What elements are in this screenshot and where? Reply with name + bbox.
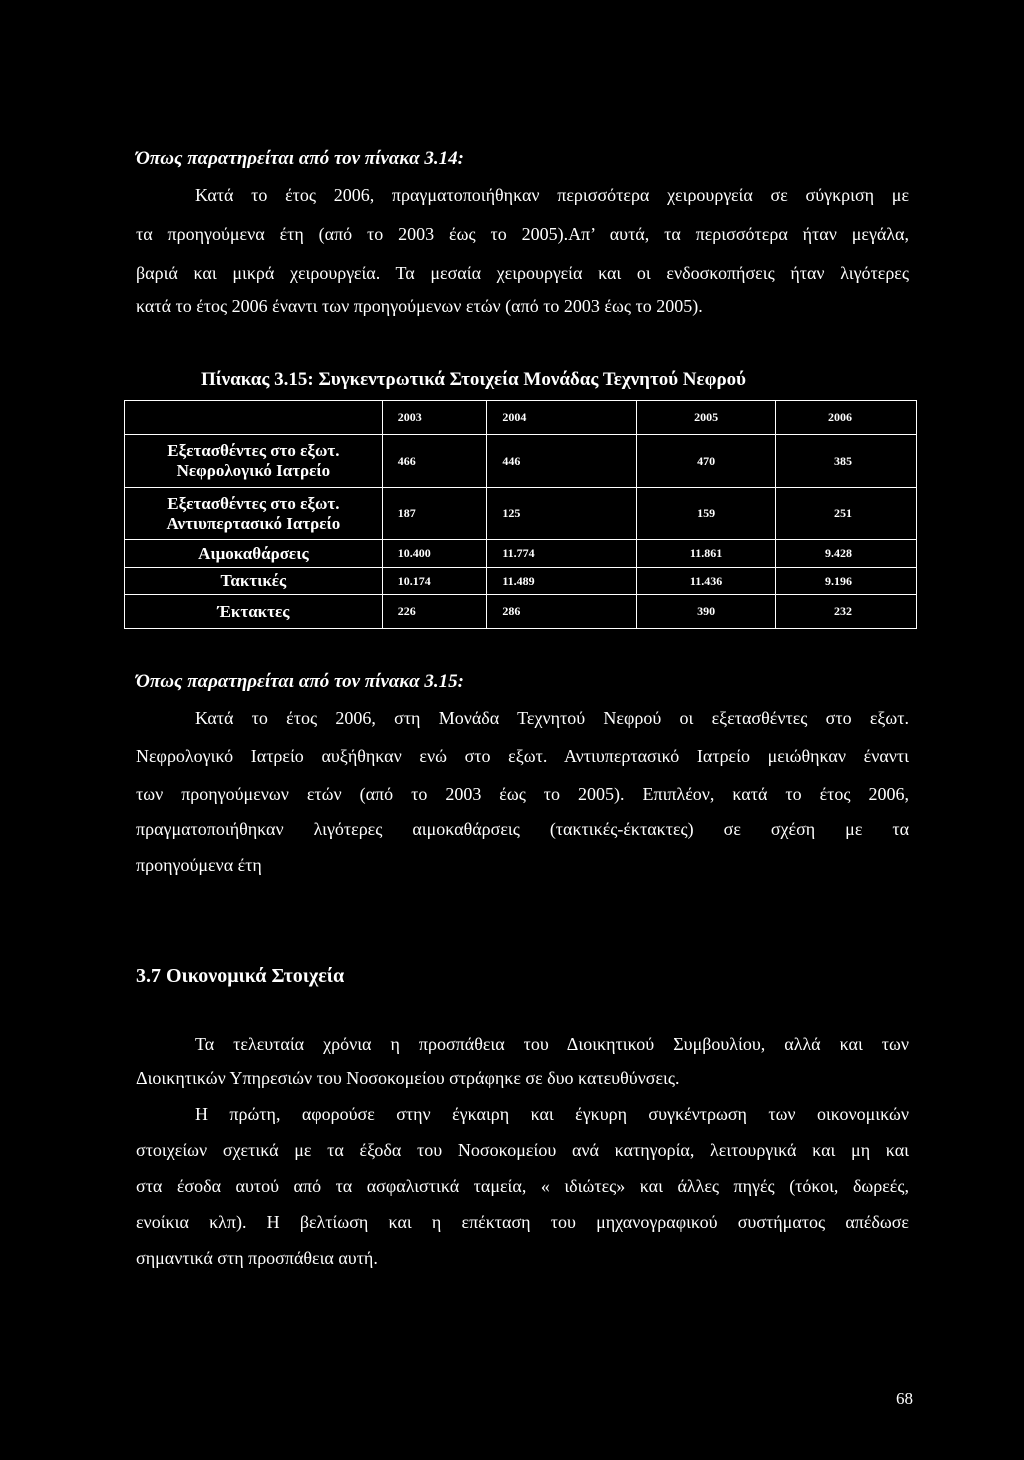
table-cell: 226 bbox=[382, 595, 487, 629]
section2-line: πραγματοποιήθηκαν λιγότερες αιμοκαθάρσεις (τακτικές-έκτακτες) σε σχέση με τα bbox=[136, 819, 909, 839]
data-table bbox=[124, 400, 917, 629]
section2-heading: Όπως παρατηρείται από τον πίνακα 3.15: bbox=[136, 671, 464, 692]
table-cell: 9.428 bbox=[775, 540, 916, 568]
column-header: 2006 bbox=[775, 401, 916, 435]
section2-line: Κατά το έτος 2006, στη Μονάδα Τεχνητού Νεφρού οι εξετασθέντες στο εξωτ. bbox=[195, 708, 909, 728]
row-label-line: Εξετασθέντες στο εξωτ. bbox=[167, 493, 340, 513]
row-label: Τακτικές bbox=[125, 568, 383, 595]
table-cell: 251 bbox=[775, 488, 916, 540]
table-cell: 10.174 bbox=[382, 568, 487, 595]
section3-line: ενοίκια κλπ). Η βελτίωση και η επέκταση του μηχανογραφικού συστήματος απέδωσε bbox=[136, 1212, 909, 1232]
row-label bbox=[125, 488, 383, 540]
table-cell: 187 bbox=[382, 488, 487, 540]
table-cell: 10.400 bbox=[382, 540, 487, 568]
table-cell: 232 bbox=[775, 595, 916, 629]
section1-line: τα προηγούμενα έτη (από το 2003 έως το 2005).Απ’ αυτά, τα περισσότερα ήταν μεγάλα, bbox=[136, 224, 909, 244]
section1-line: βαριά και μικρά χειρουργεία. Τα μεσαία χειρουργεία και οι ενδοσκοπήσεις ήταν λιγότερες bbox=[136, 263, 909, 283]
section3-line: στα έσοδα αυτού από τα ασφαλιστικά ταμεία, « ιδιώτες» και άλλες πηγές (τόκοι, δωρεές, bbox=[136, 1176, 909, 1196]
section3-line: Η πρώτη, αφορούσε στην έγκαιρη και έγκυρη συγκέντρωση των οικονομικών bbox=[195, 1104, 909, 1124]
column-header: 2004 bbox=[487, 401, 637, 435]
row-label-line: Εξετασθέντες στο εξωτ. bbox=[167, 441, 340, 460]
table-row bbox=[125, 595, 917, 629]
table-cell: 11.861 bbox=[637, 540, 776, 568]
table-corner-cell bbox=[125, 401, 383, 435]
row-label-line: Νεφρολογικό Ιατρείο bbox=[176, 461, 331, 480]
table-row bbox=[125, 540, 917, 568]
table-cell: 286 bbox=[487, 595, 637, 629]
section3-line: σημαντικά στη προσπάθεια αυτή. bbox=[136, 1248, 378, 1268]
section1-heading: Όπως παρατηρείται από τον πίνακα 3.14: bbox=[136, 148, 464, 169]
section3-line: στοιχείων σχετικά με τα έξοδα του Νοσοκομείου ανά κατηγορία, λειτουργικά και μη και bbox=[136, 1140, 909, 1160]
table-cell: 390 bbox=[637, 595, 776, 629]
column-header: 2003 bbox=[382, 401, 487, 435]
table-cell: 446 bbox=[487, 435, 637, 488]
table-cell: 11.436 bbox=[637, 568, 776, 595]
row-label-line: Αντιυπερτασικό Ιατρείο bbox=[166, 513, 341, 533]
section2-line: των προηγούμενων ετών (από το 2003 έως το 2005). Επιπλέον, κατά το έτος 2006, bbox=[136, 784, 909, 804]
section2-line: Νεφρολογικό Ιατρείο αυξήθηκαν ενώ στο εξωτ. Αντιυπερτασικό Ιατρείο μειώθηκαν έναντι bbox=[136, 746, 909, 766]
table-cell: 159 bbox=[637, 488, 776, 540]
table-cell: 385 bbox=[775, 435, 916, 488]
table-header-row bbox=[125, 401, 917, 435]
table-cell: 11.774 bbox=[487, 540, 637, 568]
table-cell: 9.196 bbox=[775, 568, 916, 595]
column-header: 2005 bbox=[637, 401, 776, 435]
section1-line: κατά το έτος 2006 έναντι των προηγούμενων ετών (από το 2003 έως το 2005). bbox=[136, 296, 703, 316]
page-number: 68 bbox=[896, 1389, 913, 1408]
section3-line: Τα τελευταία χρόνια η προσπάθεια του Διοικητικού Συμβουλίου, αλλά και των bbox=[195, 1034, 909, 1054]
section3-line: Διοικητικών Υπηρεσιών του Νοσοκομείου στράφηκε σε δυο κατευθύνσεις. bbox=[136, 1068, 680, 1088]
table-cell: 125 bbox=[487, 488, 637, 540]
row-label: Αιμοκαθάρσεις bbox=[125, 540, 383, 568]
table-row bbox=[125, 568, 917, 595]
row-label: Έκτακτες bbox=[125, 595, 383, 629]
table-row bbox=[125, 435, 917, 488]
table-cell: 466 bbox=[382, 435, 487, 488]
table-caption: Πίνακας 3.15: Συγκεντρωτικά Στοιχεία Μονάδας Τεχνητού Νεφρού bbox=[201, 369, 747, 390]
row-label bbox=[125, 435, 383, 488]
table-cell: 470 bbox=[637, 435, 776, 488]
section1-line: Κατά το έτος 2006, πραγματοποιήθηκαν περισσότερα χειρουργεία σε σύγκριση με bbox=[195, 185, 909, 205]
section2-line: προηγούμενα έτη bbox=[136, 855, 262, 875]
section-title: 3.7 Οικονομικά Στοιχεία bbox=[136, 965, 345, 987]
table-row bbox=[125, 488, 917, 540]
table-cell: 11.489 bbox=[487, 568, 637, 595]
